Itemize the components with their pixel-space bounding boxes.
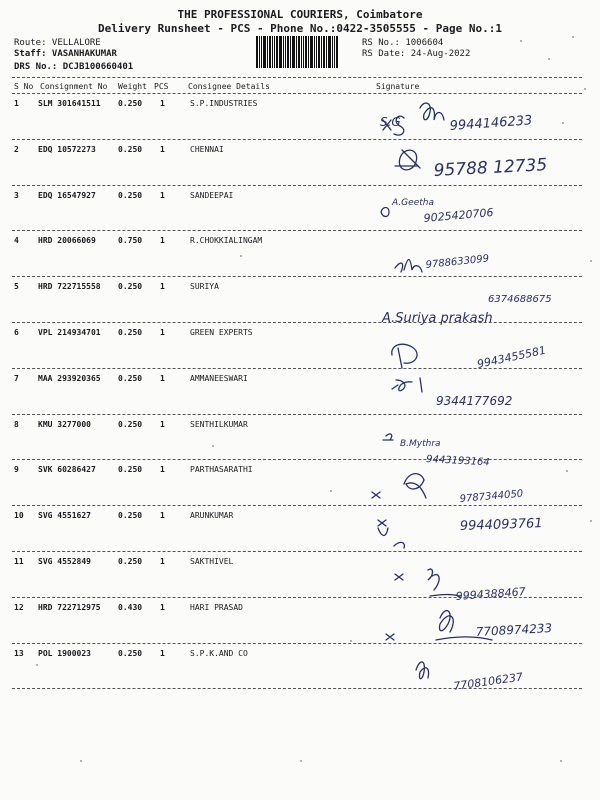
row-sno: 6 — [14, 328, 19, 337]
col-pcs-header: PCS — [154, 82, 169, 91]
row-pcs: 1 — [160, 465, 165, 475]
barcode-bar — [290, 36, 291, 68]
row-divider — [12, 185, 582, 186]
row-consignee: R.CHOKKIALINGAM — [190, 236, 263, 246]
barcode-bar — [279, 36, 282, 68]
row-consignee: S.P.INDUSTRIES — [190, 99, 258, 108]
row-divider — [12, 414, 582, 415]
scan-speck — [562, 122, 564, 124]
scan-speck — [590, 520, 592, 522]
row-pcs: 1 — [160, 99, 165, 108]
scan-speck — [330, 490, 332, 492]
row-consignee: SENTHILKUMAR — [190, 419, 248, 429]
row-divider — [12, 505, 582, 506]
barcode-image — [256, 36, 356, 68]
barcode-bar — [296, 36, 297, 68]
scan-speck — [572, 36, 574, 38]
row-consignee: CHENNAI — [190, 144, 224, 154]
row-consignment-no: VPL 214934701 — [38, 328, 101, 337]
sig-row5-name: A.Suriya prakash — [382, 311, 493, 326]
row-pcs: 1 — [160, 557, 165, 566]
barcode-bar — [310, 36, 313, 68]
row-divider — [12, 276, 582, 277]
row-sno: 1 — [14, 99, 19, 108]
row-sno: 8 — [14, 419, 19, 429]
row-sno: 2 — [14, 144, 19, 154]
row-weight: 0.250 — [118, 282, 143, 292]
sig-row8-name: B.Mythra — [400, 439, 441, 449]
col-consignment-header: Consignment No — [40, 82, 108, 91]
barcode-bar — [287, 36, 289, 68]
row-pcs: 1 — [160, 328, 165, 337]
row-sno: 9 — [14, 465, 19, 475]
scan-speck — [212, 445, 214, 447]
scan-speck — [566, 470, 568, 472]
row-pcs: 1 — [160, 419, 165, 429]
row-pcs: 1 — [160, 236, 165, 246]
barcode-bar — [323, 36, 325, 68]
barcode-bar — [308, 36, 309, 68]
row-pcs: 1 — [160, 648, 165, 658]
row-divider — [12, 459, 582, 460]
barcode-bar — [272, 36, 273, 68]
row-consignment-no: SLM 301641511 — [38, 99, 101, 108]
row-weight: 0.250 — [118, 511, 143, 521]
row-consignment-no: MAA 293920365 — [38, 373, 101, 383]
row-sno: 3 — [14, 190, 19, 200]
row-divider — [12, 643, 582, 644]
drs-number: DRS No.: DCJB100660401 — [14, 62, 134, 72]
header-top-rule — [12, 77, 582, 78]
route-label: Route: VELLALORE — [14, 38, 101, 48]
row-consignment-no: SVG 4552849 — [38, 557, 91, 566]
row-consignee: HARI PRASAD — [190, 602, 243, 612]
sig-row4-phone: 9788633099 — [425, 253, 490, 271]
sig-row3-name: A.Geetha — [392, 198, 434, 208]
row-sno: 10 — [14, 511, 24, 521]
scan-speck — [584, 88, 586, 90]
sig-row5-phone: 6374688675 — [488, 294, 552, 305]
barcode-bar — [285, 36, 286, 68]
row-consignee: AMMANEESWARI — [190, 373, 248, 383]
row-pcs: 1 — [160, 144, 165, 154]
sig-row12-phone: 7708974233 — [475, 621, 553, 639]
barcode-bar — [326, 36, 327, 68]
row-consignment-no: HRD 20066069 — [38, 236, 96, 246]
sig-row10-phone: 9944093761 — [459, 516, 543, 534]
row-weight: 0.750 — [118, 236, 143, 246]
sig-row3-phone: 9025420706 — [423, 205, 494, 225]
row-divider — [12, 139, 582, 140]
barcode-bar — [259, 36, 260, 68]
row-sno: 4 — [14, 236, 19, 246]
row-sno: 5 — [14, 282, 19, 292]
row-weight: 0.430 — [118, 602, 143, 612]
company-title: THE PROFESSIONAL COURIERS, Coimbatore — [177, 8, 423, 21]
row-weight: 0.250 — [118, 419, 143, 429]
row-weight: 0.250 — [118, 465, 143, 475]
col-signature-header: Signature — [376, 82, 420, 91]
header-bottom-rule — [12, 93, 582, 94]
scan-speck — [590, 260, 592, 262]
scan-speck — [548, 58, 550, 60]
barcode-bar — [301, 36, 302, 68]
barcode-bar — [256, 36, 258, 68]
sig-row9-phone: 9787344050 — [459, 488, 524, 505]
row-pcs: 1 — [160, 282, 165, 292]
sig-row7-phone: 9344177692 — [436, 394, 513, 408]
sig-row6-phone: 9943455581 — [475, 343, 548, 371]
row-consignment-no: HRD 722715558 — [38, 282, 101, 292]
row-consignee: SURIYA — [190, 282, 219, 292]
row-consignee: ARUNKUMAR — [190, 511, 234, 521]
barcode-bar — [314, 36, 315, 68]
sig-row2-phone: 95788 12735 — [433, 155, 548, 181]
scan-speck — [36, 664, 38, 666]
barcode-bar — [318, 36, 320, 68]
scan-speck — [80, 760, 82, 762]
row-consignment-no: EDQ 16547927 — [38, 190, 96, 200]
row-pcs: 1 — [160, 190, 165, 200]
row-sno: 13 — [14, 648, 24, 658]
row-divider — [12, 688, 582, 689]
row-consignment-no: POL 1900023 — [38, 648, 91, 658]
row-sno: 12 — [14, 602, 24, 612]
row-consignee: SANDEEPAI — [190, 190, 234, 200]
barcode-bar — [336, 36, 338, 68]
sig-row1-name: S.G — [380, 115, 401, 129]
col-consignee-header: Consignee Details — [188, 82, 270, 91]
row-sno: 11 — [14, 557, 24, 566]
row-divider — [12, 230, 582, 231]
barcode-bar — [263, 36, 266, 68]
barcode-bar — [298, 36, 300, 68]
row-weight: 0.250 — [118, 190, 143, 200]
row-consignee: GREEN EXPERTS — [190, 328, 253, 337]
row-pcs: 1 — [160, 602, 165, 612]
runsheet-subtitle: Delivery Runsheet - PCS - Phone No.:0422-3505555 - Page No.:1 — [98, 22, 502, 35]
barcode-bar — [261, 36, 262, 68]
row-consignment-no: EDQ 10572273 — [38, 144, 96, 154]
sig-row8-phone: 9443193164 — [425, 454, 490, 469]
row-divider — [12, 551, 582, 552]
row-consignee: SAKTHIVEL — [190, 557, 234, 566]
barcode-bar — [276, 36, 278, 68]
row-consignment-no: SVK 60286427 — [38, 465, 96, 475]
sig-row13-phone: 7708106237 — [452, 670, 524, 693]
barcode-bar — [334, 36, 335, 68]
row-consignee: PARTHASARATHI — [190, 465, 253, 475]
col-sno-header: S No — [14, 82, 34, 91]
row-divider — [12, 368, 582, 369]
row-divider — [12, 322, 582, 323]
scan-speck — [300, 760, 302, 762]
row-consignment-no: HRD 722712975 — [38, 602, 101, 612]
row-pcs: 1 — [160, 511, 165, 521]
row-weight: 0.250 — [118, 648, 143, 658]
barcode-bar — [274, 36, 275, 68]
row-weight: 0.250 — [118, 99, 143, 108]
barcode-bar — [267, 36, 268, 68]
barcode-bar — [332, 36, 333, 68]
row-consignment-no: SVG 4551627 — [38, 511, 91, 521]
scan-speck — [350, 640, 352, 642]
barcode-bar — [303, 36, 304, 68]
rs-number: RS No.: 1006604 — [362, 38, 444, 48]
barcode-bar — [316, 36, 317, 68]
col-weight-header: Weight — [118, 82, 147, 91]
scan-speck — [560, 760, 562, 762]
row-weight: 0.250 — [118, 373, 143, 383]
sig-row1-phone: 9944146233 — [449, 113, 533, 134]
row-sno: 7 — [14, 373, 19, 383]
sig-row11-phone: 9994388467 — [455, 585, 527, 603]
row-weight: 0.250 — [118, 328, 143, 337]
row-pcs: 1 — [160, 373, 165, 383]
row-consignee: S.P.K.AND CO — [190, 648, 248, 658]
row-consignment-no: KMU 3277000 — [38, 419, 91, 429]
barcode-bar — [292, 36, 295, 68]
barcode-bar — [269, 36, 271, 68]
rs-date: RS Date: 24-Aug-2022 — [362, 49, 471, 59]
scan-speck — [520, 40, 522, 42]
row-weight: 0.250 — [118, 557, 143, 566]
barcode-bar — [321, 36, 322, 68]
barcode-bar — [305, 36, 307, 68]
staff-label: Staff: VASANHAKUMAR — [14, 49, 117, 59]
barcode-bar — [283, 36, 284, 68]
row-weight: 0.250 — [118, 144, 143, 154]
row-divider — [12, 597, 582, 598]
scan-speck — [240, 255, 242, 257]
barcode-bar — [328, 36, 331, 68]
